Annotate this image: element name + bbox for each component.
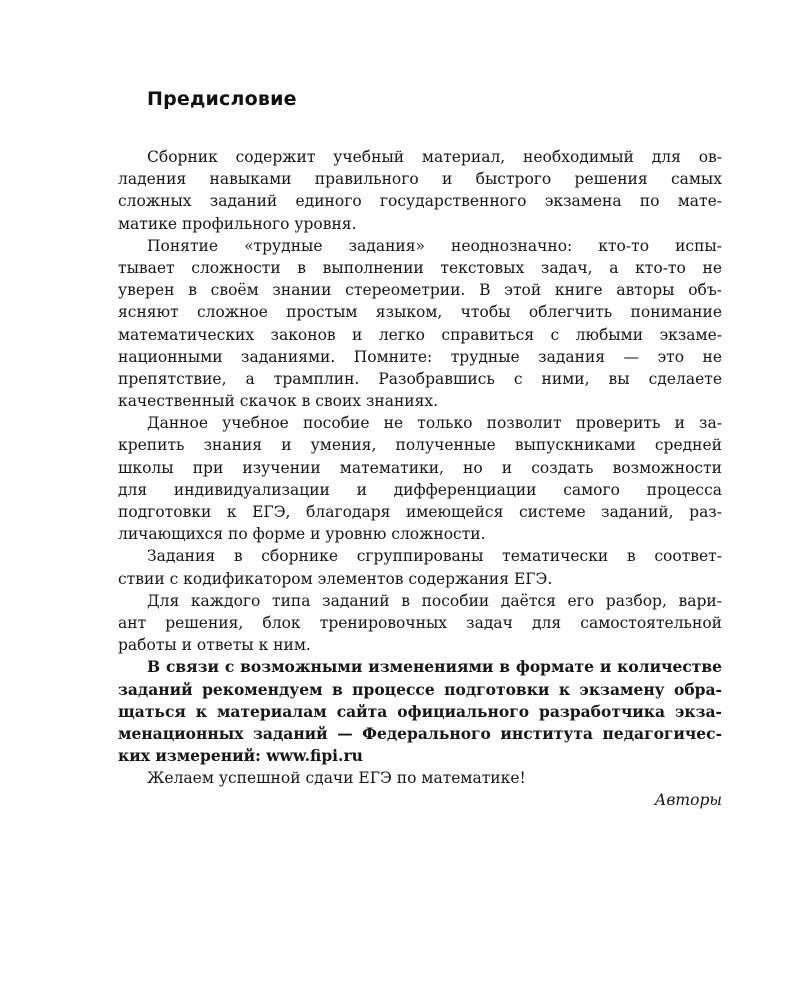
text-line: Желаем успешной сдачи ЕГЭ по математике! [147,769,526,788]
text-line: крепить знания и умения, полученные выпускниками средней [118,436,722,455]
text-line: ладения навыками правильного и быстрого решения самых [118,170,722,189]
paragraph-3 [118,412,722,545]
text-line: Понятие «трудные задания» неоднозначно: кто-то испы- [147,236,722,255]
text-line: для индивидуализации и дифференциации самого процесса [118,480,722,499]
signature: Авторы [654,791,722,810]
text-line: качественный скачок в своих знаниях. [118,392,439,411]
text-line: Сборник содержит учебный материал, необходимый для ов- [147,148,722,166]
text-line: подготовки к ЕГЭ, благодаря имеющейся системе заданий, раз- [118,503,722,521]
text-line: школы при изучении математики, но и создать возможности [118,458,722,477]
text-line: заданий рекомендуем в процессе подготовки к экзамену обра- [118,679,722,699]
paragraph-6-notice [118,656,722,767]
text-line: Для каждого типа заданий в пособии даётся его разбор, вари- [147,591,722,610]
text-line: ствии с кодификатором элементов содержания ЕГЭ. [118,569,553,588]
text-line: сложных заданий единого государственного экзамена по мате- [118,192,722,211]
text-line: Задания в сборнике сгруппированы тематически в соответ- [147,547,722,566]
text-line: работы и ответы к ним. [118,636,311,655]
text-line: препятствие, а трамплин. Разобравшись с ними, вы сделаете [118,369,722,388]
text-line: ант решения, блок тренировочных задач для самостоятельной [118,613,722,632]
text-line: ясняют сложное простым языком, чтобы облегчить понимание [118,303,722,322]
paragraph-1 [118,146,722,235]
text-line: уверен в своём знании стереометрии. В этой книге авторы объ- [118,281,722,300]
text-line: ких измерений: www.fipi.ru [118,746,363,766]
paragraph-2 [118,235,722,413]
text-line: математических законов и легко справиться с любыми экзаме- [118,325,722,344]
text-line: менационных заданий — Федерального института педагогичес- [118,723,722,743]
text-line: тывает сложности в выполнении текстовых задач, а кто-то не [118,258,722,277]
paragraph-7 [118,767,722,789]
text-line: матике профильного уровня. [118,214,357,233]
text-line: щаться к материалам сайта официального разработчика экза- [118,701,722,721]
paragraph-5 [118,590,722,657]
text-line: В связи с возможными изменениями в формате и количестве [147,657,722,677]
text-line: личающихся по форме и уровню сложности. [118,525,486,544]
page-title: Предисловие [147,88,297,110]
paragraph-4 [118,545,722,589]
preface-body [118,146,722,812]
text-line: национными заданиями. Помните: трудные задания — это не [118,347,722,366]
text-line: Данное учебное пособие не только позволит проверить и за- [147,414,722,433]
